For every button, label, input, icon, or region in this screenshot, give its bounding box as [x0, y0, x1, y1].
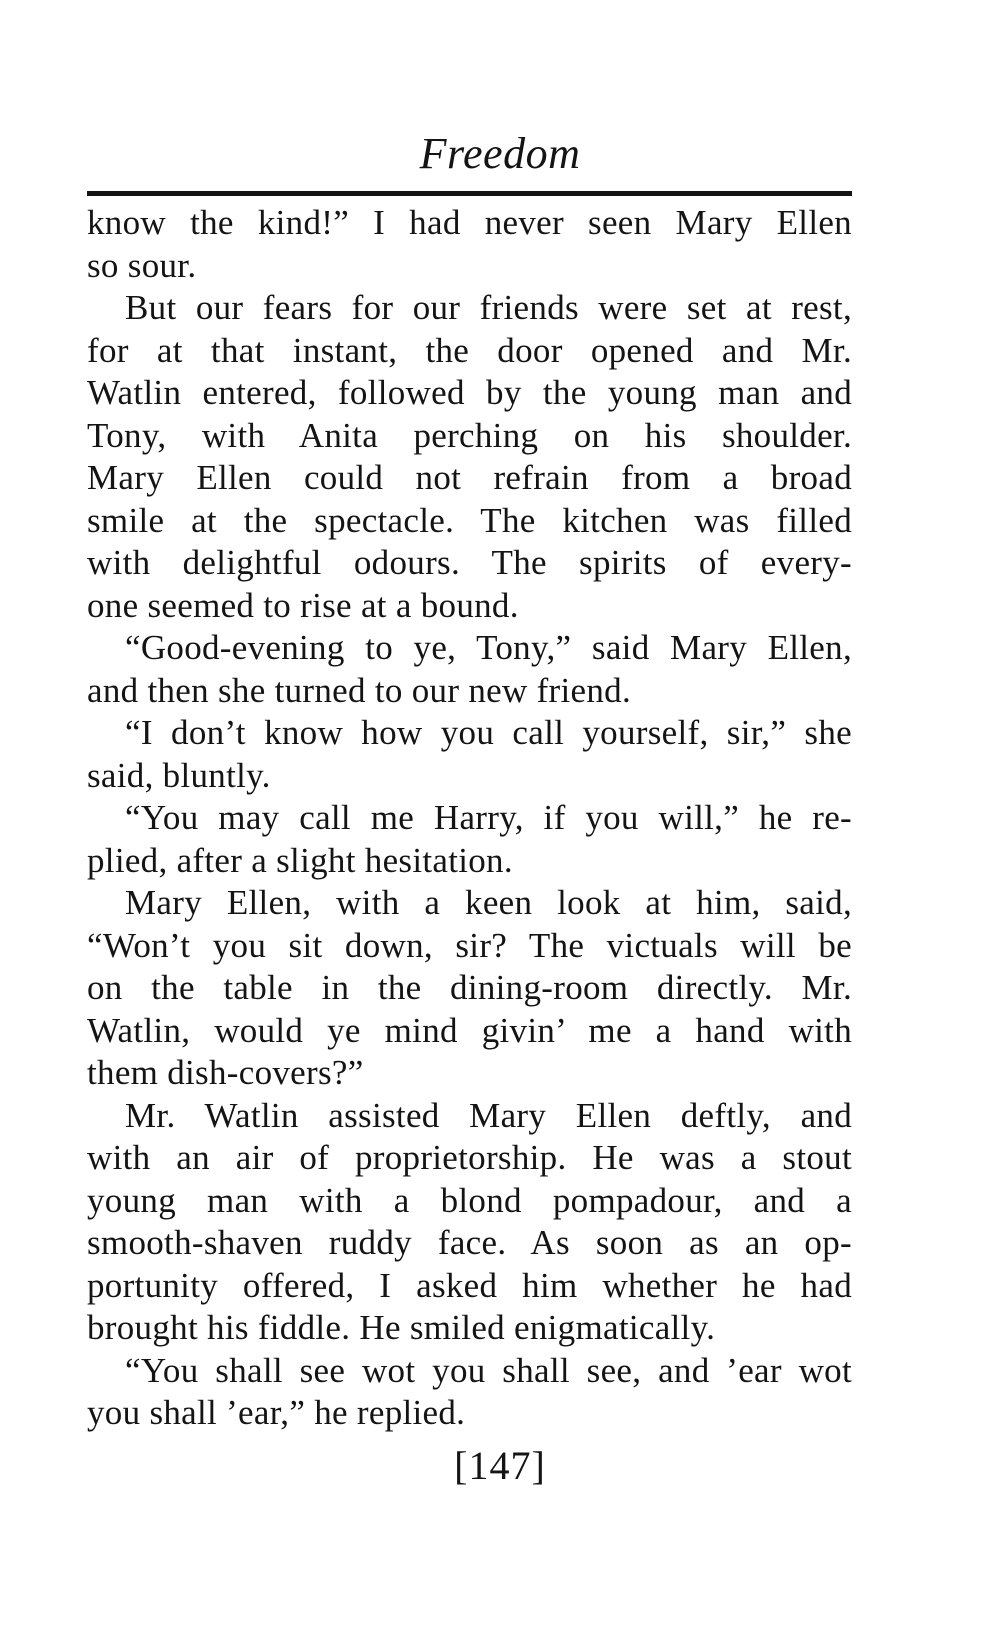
text-line: Watlin, would ye mind givin’ me a hand with	[87, 1010, 852, 1050]
text-line: on the table in the dining-room directly. Mr.	[87, 968, 852, 1007]
text-line: portunity offered, I asked him whether he had	[87, 1265, 852, 1305]
text-line: young man with a blond pompadour, and a	[87, 1180, 852, 1220]
text-line: so sour.	[87, 245, 197, 285]
text-line: But our fears for our friends were set at rest,	[125, 288, 852, 327]
text-line: Mr. Watlin assisted Mary Ellen deftly, and	[125, 1095, 852, 1135]
text-line: and then she turned to our new friend.	[87, 670, 632, 710]
text-line: with delightful odours. The spirits of every-	[87, 543, 852, 582]
page-number: [147]	[454, 1443, 546, 1488]
text-line: “Good-evening to ye, Tony,” said Mary Ellen,	[125, 628, 852, 667]
text-line: smooth-shaven ruddy face. As soon as an op-	[87, 1223, 852, 1262]
text-line: “I don’t know how you call yourself, sir,” she	[125, 713, 852, 752]
text-line: Tony, with Anita perching on his shoulder.	[87, 415, 852, 455]
text-line: “You may call me Harry, if you will,” he re-	[125, 798, 852, 837]
text-line: them dish-covers?”	[87, 1053, 364, 1092]
text-line: Watlin entered, followed by the young man and	[87, 373, 852, 412]
running-head: Freedom	[419, 129, 581, 178]
text-line: Mary Ellen could not refrain from a broad	[87, 458, 852, 497]
text-line: for at that instant, the door opened and Mr.	[87, 330, 852, 370]
text-line: one seemed to rise at a bound.	[87, 585, 519, 625]
text-line: you shall ’ear,” he replied.	[87, 1393, 466, 1432]
text-line: know the kind!” I had never seen Mary Ellen	[87, 203, 852, 242]
header-rule	[87, 191, 852, 196]
text-line: “Won’t you sit down, sir? The victuals will be	[87, 925, 852, 965]
text-line: plied, after a slight hesitation.	[87, 840, 513, 880]
body-text	[87, 202, 852, 1435]
text-line: smile at the spectacle. The kitchen was filled	[87, 500, 852, 540]
text-line: said, bluntly.	[87, 755, 271, 795]
text-line: with an air of proprietorship. He was a stout	[87, 1138, 852, 1177]
text-line: Mary Ellen, with a keen look at him, said,	[125, 883, 852, 922]
text-line: brought his fiddle. He smiled enigmatically.	[87, 1308, 716, 1347]
text-line: “You shall see wot you shall see, and ’ear wot	[125, 1350, 852, 1390]
